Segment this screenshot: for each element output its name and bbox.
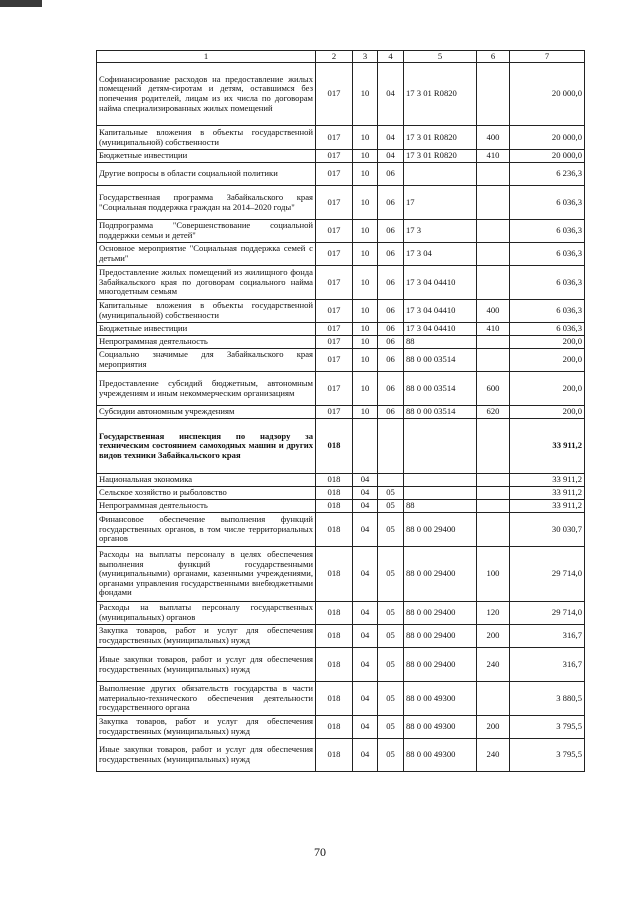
- row-subsection: 05: [378, 547, 404, 602]
- row-name: Софинансирование расходов на предоставление жилых помещений детям-сиротам и детям, оставшимся без попечения родителей, лицам из их числа по договорам найма специализированных жилых помещений: [97, 63, 316, 126]
- row-section: 04: [353, 739, 378, 772]
- row-amount: 6 036,3: [510, 220, 585, 243]
- row-target-article: 88 0 00 03514: [404, 349, 477, 372]
- row-expense-type: [477, 349, 510, 372]
- row-name: Расходы на выплаты персоналу в целях обеспечения выполнения функций государственными (муниципальными) органами, казенными учреждениями, органами управления государственными внебюджетными фондами: [97, 547, 316, 602]
- row-target-article: 17 3 01 R0820: [404, 126, 477, 150]
- row-expense-type: [477, 186, 510, 220]
- row-target-article: 88 0 00 49300: [404, 716, 477, 739]
- row-code-admin: 017: [316, 266, 353, 300]
- row-expense-type: [477, 63, 510, 126]
- table-row: [97, 323, 585, 336]
- row-expense-type: 600: [477, 372, 510, 406]
- row-code-admin: 017: [316, 63, 353, 126]
- row-section: 04: [353, 682, 378, 716]
- row-code-admin: 017: [316, 126, 353, 150]
- row-target-article: 88 0 00 03514: [404, 372, 477, 406]
- row-expense-type: [477, 500, 510, 513]
- row-expense-type: 200: [477, 625, 510, 648]
- row-subsection: 06: [378, 349, 404, 372]
- row-name: Иные закупки товаров, работ и услуг для обеспечения государственных (муниципальных) нужд: [97, 648, 316, 682]
- row-name: Социально значимые для Забайкальского края мероприятия: [97, 349, 316, 372]
- row-amount: 29 714,0: [510, 602, 585, 625]
- row-subsection: [378, 419, 404, 474]
- row-code-admin: 018: [316, 682, 353, 716]
- row-section: 04: [353, 716, 378, 739]
- row-target-article: 88 0 00 49300: [404, 682, 477, 716]
- row-code-admin: 018: [316, 474, 353, 487]
- row-expense-type: 240: [477, 648, 510, 682]
- row-name: Предоставление субсидий бюджетным, автономным учреждениям и иным некоммерческим организациям: [97, 372, 316, 406]
- row-name: Бюджетные инвестиции: [97, 323, 316, 336]
- row-amount: 200,0: [510, 349, 585, 372]
- row-target-article: 88 0 00 03514: [404, 406, 477, 419]
- row-section: 10: [353, 186, 378, 220]
- row-target-article: 88 0 00 29400: [404, 625, 477, 648]
- row-amount: 3 795,5: [510, 739, 585, 772]
- row-subsection: 05: [378, 513, 404, 547]
- row-target-article: 88 0 00 29400: [404, 547, 477, 602]
- row-subsection: 05: [378, 625, 404, 648]
- row-code-admin: 018: [316, 500, 353, 513]
- row-section: 04: [353, 648, 378, 682]
- scan-edge-mark: [0, 0, 42, 7]
- row-expense-type: 240: [477, 739, 510, 772]
- table-row: [97, 300, 585, 323]
- row-section: 10: [353, 63, 378, 126]
- table-row: [97, 336, 585, 349]
- row-target-article: [404, 474, 477, 487]
- row-section: 10: [353, 349, 378, 372]
- table-row: [97, 682, 585, 716]
- row-code-admin: 017: [316, 336, 353, 349]
- table-row: [97, 243, 585, 266]
- row-target-article: 88: [404, 336, 477, 349]
- header-col-6: 6: [477, 51, 510, 63]
- row-amount: 20 000,0: [510, 126, 585, 150]
- row-target-article: 88 0 00 49300: [404, 739, 477, 772]
- row-section: 04: [353, 547, 378, 602]
- header-col-3: 3: [353, 51, 378, 63]
- row-subsection: 06: [378, 266, 404, 300]
- header-col-5: 5: [404, 51, 477, 63]
- table-header-row: [97, 51, 585, 63]
- table-row: [97, 739, 585, 772]
- row-subsection: 06: [378, 406, 404, 419]
- row-amount: 33 911,2: [510, 474, 585, 487]
- row-name: Государственная программа Забайкальского края "Социальная поддержка граждан на 2014–2020 годы": [97, 186, 316, 220]
- row-name: Другие вопросы в области социальной политики: [97, 163, 316, 186]
- row-subsection: 06: [378, 186, 404, 220]
- row-subsection: 06: [378, 243, 404, 266]
- row-name: Подпрограмма "Совершенствование социальной поддержки семьи и детей": [97, 220, 316, 243]
- row-target-article: 88 0 00 29400: [404, 513, 477, 547]
- row-expense-type: [477, 513, 510, 547]
- table-row: [97, 220, 585, 243]
- row-code-admin: 018: [316, 739, 353, 772]
- row-section: 04: [353, 474, 378, 487]
- header-col-7: 7: [510, 51, 585, 63]
- row-name: Непрограммная деятельность: [97, 500, 316, 513]
- row-target-article: 17 3: [404, 220, 477, 243]
- row-subsection: 04: [378, 150, 404, 163]
- row-subsection: 06: [378, 336, 404, 349]
- row-name: Бюджетные инвестиции: [97, 150, 316, 163]
- header-col-4: 4: [378, 51, 404, 63]
- row-amount: 6 036,3: [510, 323, 585, 336]
- row-name: Закупка товаров, работ и услуг для обеспечения государственных (муниципальных) нужд: [97, 716, 316, 739]
- row-expense-type: 410: [477, 323, 510, 336]
- row-code-admin: 018: [316, 547, 353, 602]
- row-amount: 6 036,3: [510, 300, 585, 323]
- table-row: [97, 602, 585, 625]
- row-subsection: 06: [378, 323, 404, 336]
- table-row: [97, 547, 585, 602]
- row-code-admin: 018: [316, 648, 353, 682]
- row-section: 10: [353, 243, 378, 266]
- row-amount: 6 036,3: [510, 186, 585, 220]
- table-row: [97, 63, 585, 126]
- row-amount: 200,0: [510, 372, 585, 406]
- row-name: Закупка товаров, работ и услуг для обеспечения государственных (муниципальных) нужд: [97, 625, 316, 648]
- row-section: 10: [353, 126, 378, 150]
- row-section: [353, 419, 378, 474]
- row-expense-type: 120: [477, 602, 510, 625]
- row-target-article: 17 3 01 R0820: [404, 150, 477, 163]
- table-body: [97, 63, 585, 772]
- row-target-article: 88: [404, 500, 477, 513]
- row-amount: 33 911,2: [510, 419, 585, 474]
- row-code-admin: 018: [316, 513, 353, 547]
- row-name: Расходы на выплаты персоналу государственных (муниципальных) органов: [97, 602, 316, 625]
- row-target-article: 17 3 04 04410: [404, 300, 477, 323]
- row-subsection: 05: [378, 739, 404, 772]
- row-code-admin: 017: [316, 323, 353, 336]
- row-target-article: 17: [404, 186, 477, 220]
- page-number: 70: [314, 845, 326, 859]
- row-target-article: [404, 163, 477, 186]
- row-code-admin: 018: [316, 625, 353, 648]
- row-section: 10: [353, 372, 378, 406]
- row-amount: 6 036,3: [510, 266, 585, 300]
- row-code-admin: 018: [316, 487, 353, 500]
- row-amount: 316,7: [510, 648, 585, 682]
- table-row: [97, 186, 585, 220]
- budget-table: [96, 50, 585, 772]
- row-expense-type: 400: [477, 300, 510, 323]
- row-expense-type: [477, 419, 510, 474]
- row-amount: 33 911,2: [510, 500, 585, 513]
- table-row: [97, 625, 585, 648]
- row-code-admin: 017: [316, 243, 353, 266]
- row-expense-type: [477, 682, 510, 716]
- header-col-1: 1: [97, 51, 316, 63]
- row-subsection: 06: [378, 220, 404, 243]
- row-name: Иные закупки товаров, работ и услуг для обеспечения государственных (муниципальных) нужд: [97, 739, 316, 772]
- row-name: Сельское хозяйство и рыболовство: [97, 487, 316, 500]
- row-code-admin: 018: [316, 419, 353, 474]
- row-name: Непрограммная деятельность: [97, 336, 316, 349]
- table-row: [97, 163, 585, 186]
- table-row: [97, 406, 585, 419]
- row-target-article: [404, 487, 477, 500]
- row-section: 04: [353, 500, 378, 513]
- row-subsection: 05: [378, 716, 404, 739]
- row-code-admin: 017: [316, 150, 353, 163]
- row-code-admin: 017: [316, 186, 353, 220]
- row-name: Выполнение других обязательств государства в части материально-технического обеспечения деятельности государственного органа: [97, 682, 316, 716]
- row-subsection: 06: [378, 300, 404, 323]
- row-amount: 200,0: [510, 406, 585, 419]
- row-name: Государственная инспекция по надзору за техническим состоянием самоходных машин и других видов техники Забайкальского края: [97, 419, 316, 474]
- table-row: [97, 372, 585, 406]
- row-code-admin: 017: [316, 349, 353, 372]
- row-target-article: 17 3 01 R0820: [404, 63, 477, 126]
- row-target-article: 88 0 00 29400: [404, 602, 477, 625]
- row-amount: 6 036,3: [510, 243, 585, 266]
- row-expense-type: [477, 474, 510, 487]
- row-amount: 3 795,5: [510, 716, 585, 739]
- table-row: [97, 126, 585, 150]
- header-col-2: 2: [316, 51, 353, 63]
- row-amount: 29 714,0: [510, 547, 585, 602]
- row-subsection: 05: [378, 602, 404, 625]
- row-code-admin: 017: [316, 220, 353, 243]
- row-section: 04: [353, 487, 378, 500]
- row-code-admin: 018: [316, 602, 353, 625]
- row-subsection: [378, 474, 404, 487]
- row-section: 10: [353, 300, 378, 323]
- table-row: [97, 487, 585, 500]
- table-row: [97, 716, 585, 739]
- row-code-admin: 018: [316, 716, 353, 739]
- row-target-article: 17 3 04 04410: [404, 266, 477, 300]
- row-expense-type: [477, 487, 510, 500]
- row-name: Субсидии автономным учреждениям: [97, 406, 316, 419]
- row-section: 04: [353, 513, 378, 547]
- table-row: [97, 150, 585, 163]
- row-amount: 3 880,5: [510, 682, 585, 716]
- row-section: 10: [353, 220, 378, 243]
- row-subsection: 06: [378, 372, 404, 406]
- row-subsection: 05: [378, 500, 404, 513]
- table-row: [97, 474, 585, 487]
- row-amount: 33 911,2: [510, 487, 585, 500]
- row-section: 10: [353, 323, 378, 336]
- row-target-article: 17 3 04 04410: [404, 323, 477, 336]
- row-name: Капитальные вложения в объекты государственной (муниципальной) собственности: [97, 300, 316, 323]
- row-expense-type: 200: [477, 716, 510, 739]
- row-expense-type: [477, 266, 510, 300]
- row-expense-type: [477, 336, 510, 349]
- table-row: [97, 266, 585, 300]
- row-target-article: 17 3 04: [404, 243, 477, 266]
- row-section: 10: [353, 163, 378, 186]
- row-section: 10: [353, 336, 378, 349]
- row-section: 04: [353, 625, 378, 648]
- row-expense-type: 400: [477, 126, 510, 150]
- row-name: Предоставление жилых помещений из жилищного фонда Забайкальского края по договорам социального найма многодетным семьям: [97, 266, 316, 300]
- row-expense-type: [477, 163, 510, 186]
- row-amount: 200,0: [510, 336, 585, 349]
- row-expense-type: 100: [477, 547, 510, 602]
- row-amount: 30 030,7: [510, 513, 585, 547]
- table-row: [97, 648, 585, 682]
- row-name: Финансовое обеспечение выполнения функций государственных органов, в том числе территориальных органов: [97, 513, 316, 547]
- row-section: 10: [353, 150, 378, 163]
- row-subsection: 05: [378, 682, 404, 716]
- row-section: 04: [353, 602, 378, 625]
- row-code-admin: 017: [316, 163, 353, 186]
- row-amount: 20 000,0: [510, 150, 585, 163]
- row-expense-type: 620: [477, 406, 510, 419]
- row-amount: 20 000,0: [510, 63, 585, 126]
- row-amount: 316,7: [510, 625, 585, 648]
- row-subsection: 05: [378, 487, 404, 500]
- table-row: [97, 500, 585, 513]
- row-subsection: 04: [378, 126, 404, 150]
- row-expense-type: [477, 220, 510, 243]
- row-name: Основное мероприятие "Социальная поддержка семей с детьми": [97, 243, 316, 266]
- row-subsection: 04: [378, 63, 404, 126]
- row-code-admin: 017: [316, 300, 353, 323]
- table-row: [97, 419, 585, 474]
- table-row: [97, 349, 585, 372]
- row-code-admin: 017: [316, 406, 353, 419]
- row-name: Национальная экономика: [97, 474, 316, 487]
- row-target-article: [404, 419, 477, 474]
- row-name: Капитальные вложения в объекты государственной (муниципальной) собственности: [97, 126, 316, 150]
- table-row: [97, 513, 585, 547]
- row-amount: 6 236,3: [510, 163, 585, 186]
- row-subsection: 05: [378, 648, 404, 682]
- row-expense-type: [477, 243, 510, 266]
- row-section: 10: [353, 406, 378, 419]
- row-code-admin: 017: [316, 372, 353, 406]
- row-expense-type: 410: [477, 150, 510, 163]
- row-subsection: 06: [378, 163, 404, 186]
- row-target-article: 88 0 00 29400: [404, 648, 477, 682]
- row-section: 10: [353, 266, 378, 300]
